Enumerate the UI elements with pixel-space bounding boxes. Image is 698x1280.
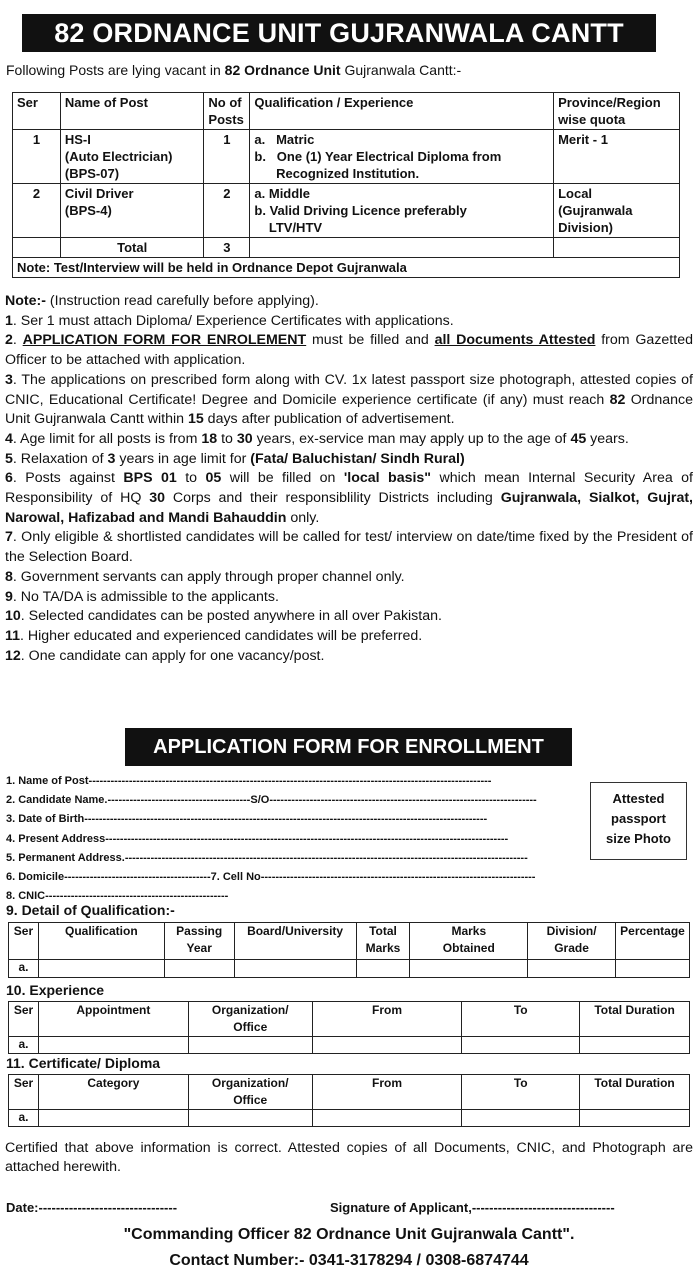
- eh-ser: Ser: [9, 1002, 39, 1037]
- field-date-of-birth[interactable]: 3. Date of Birth--------------------------------------------------------------------------------------------------------------: [6, 813, 488, 826]
- note-row: [13, 258, 680, 278]
- vacancy-header-row: [13, 93, 680, 130]
- ch-ser: Ser: [9, 1075, 39, 1110]
- signature-field[interactable]: Signature of Applicant,---------------------------------: [330, 1200, 615, 1215]
- qh-passing-year: Passing Year: [164, 923, 234, 960]
- ch-category: Category: [38, 1075, 188, 1110]
- qh-division: Division/ Grade: [528, 923, 616, 960]
- instruction-3: 3. The applications on prescribed form along with CV. 1x latest passport size photograph, attested copies of CNIC, Educational Certificate! Degree and Domicile experience certificate (if any) must reach 82 Ordnance Unit Gujranwala Cantt within 15 days after publication of advertisement.: [5, 371, 694, 428]
- total-value: 3: [204, 238, 250, 258]
- header-ser: Ser: [13, 93, 61, 130]
- eh-organization: Organization/ Office: [188, 1002, 312, 1037]
- row-ser: 2: [13, 184, 61, 238]
- date-field[interactable]: Date:--------------------------------: [6, 1200, 178, 1215]
- field-candidate-name[interactable]: 2. Candidate Name.---------------------------------------S/O-------------------------------------------------------------------------: [6, 794, 537, 807]
- qualification-title: 9. Detail of Qualification:-: [6, 902, 175, 918]
- footer-contact: Contact Number:- 0341-3178294 / 0308-6874744: [169, 1252, 529, 1269]
- instruction-2: 2. APPLICATION FORM FOR ENROLEMENT must be filled and all Documents Attested from Gazetted Officer to be attached with application.: [5, 332, 693, 369]
- qualification-table: [8, 922, 690, 978]
- row-qualification: a. Middle b. Valid Driving Licence preferably LTV/HTV: [250, 184, 554, 238]
- total-label: Total: [60, 238, 204, 258]
- qh-qualification: Qualification: [38, 923, 164, 960]
- certificate-title: 11. Certificate/ Diploma: [6, 1055, 161, 1071]
- instruction-9: 9. No TA/DA is admissible to the applicants.: [5, 588, 279, 605]
- instruction-title: Note:- (Instruction read carefully before applying).: [5, 293, 319, 309]
- form-title: APPLICATION FORM FOR ENROLLMENT: [125, 728, 572, 766]
- row-ser: 1: [13, 130, 61, 184]
- ch-to: To: [462, 1075, 580, 1110]
- ch-total-duration: Total Duration: [580, 1075, 690, 1110]
- instruction-12: 12. One candidate can apply for one vacancy/post.: [5, 647, 325, 664]
- table-row[interactable]: [9, 960, 690, 978]
- footer-office: "Commanding Officer 82 Ordnance Unit Gujranwala Cantt".: [123, 1226, 575, 1243]
- qh-total-marks: Total Marks: [356, 923, 410, 960]
- header-quota: Province/Region wise quota: [554, 93, 680, 130]
- instruction-4: 4. Age limit for all posts is from 18 to 30 years, ex-service man may apply up to the age of 45 years.: [5, 430, 629, 447]
- qh-marks-obtained: Marks Obtained: [410, 923, 528, 960]
- field-domicile[interactable]: 6. Domicile----------------------------------------7. Cell No---------------------------------------------------------------------------: [6, 871, 536, 884]
- row-post: HS-I (Auto Electrician) (BPS-07): [60, 130, 204, 184]
- instruction-1: 1. Ser 1 must attach Diploma/ Experience Certificates with applications.: [5, 312, 454, 329]
- certificate-header-row: [9, 1075, 690, 1110]
- field-present-address[interactable]: 4. Present Address--------------------------------------------------------------------------------------------------------------: [6, 832, 509, 845]
- table-row: [13, 130, 680, 184]
- row-qualification: a. Matric b. One (1) Year Electrical Diploma from Recognized Institution.: [250, 130, 554, 184]
- certificate-table: [8, 1074, 690, 1127]
- table-row: [13, 184, 680, 238]
- test-note: Note: Test/Interview will be held in Ordnance Depot Gujranwala: [13, 258, 680, 278]
- vacancy-table: [12, 92, 680, 278]
- qh-percentage: Percentage: [615, 923, 689, 960]
- qualification-header-row: [9, 923, 690, 960]
- intro-text: Following Posts are lying vacant in 82 Ordnance Unit Gujranwala Cantt:-: [6, 62, 462, 78]
- field-permanent-address[interactable]: 5. Permanent Address.--------------------------------------------------------------------------------------------------------------: [6, 851, 528, 864]
- eh-total-duration: Total Duration: [580, 1002, 690, 1037]
- field-cnic[interactable]: 8. CNIC--------------------------------------------------: [6, 890, 229, 903]
- instruction-6: 6. Posts against BPS 01 to 05 will be filled on 'local basis" which mean Internal Security Area of Responsibility of HQ 30 Corps and their responsiblility Districts including Gujranwala, Sialkot, Gujrat, Narowal, Hafizabad and Mandi Bahauddin only.: [5, 470, 694, 526]
- eh-to: To: [462, 1002, 580, 1037]
- eh-from: From: [312, 1002, 462, 1037]
- experience-title: 10. Experience: [6, 982, 105, 998]
- table-row[interactable]: [9, 1037, 690, 1054]
- row-count: 1: [204, 130, 250, 184]
- row-label: a.: [9, 960, 39, 978]
- ch-from: From: [312, 1075, 462, 1110]
- instruction-10: 10. Selected candidates can be posted anywhere in all over Pakistan.: [5, 608, 442, 625]
- row-quota: Local (Gujranwala Division): [554, 184, 680, 238]
- experience-table: [8, 1001, 690, 1054]
- table-row[interactable]: [9, 1110, 690, 1127]
- instructions: [5, 292, 693, 666]
- row-quota: Merit - 1: [554, 130, 680, 184]
- header-post: Name of Post: [60, 93, 204, 130]
- field-name-of-post[interactable]: 1. Name of Post--------------------------------------------------------------------------------------------------------------: [6, 775, 492, 787]
- total-row: [13, 238, 680, 258]
- row-label: a.: [9, 1110, 39, 1127]
- instruction-7: 7. Only eligible & shortlisted candidates will be called for test/ interview on date/time fixed by the President of the Selection Board.: [5, 529, 693, 566]
- row-label: a.: [9, 1037, 39, 1054]
- header-no-of-posts: No of Posts: [204, 93, 250, 130]
- header-qualification: Qualification / Experience: [250, 93, 554, 130]
- instruction-11: 11. Higher educated and experienced candidates will be preferred.: [5, 627, 423, 644]
- form-fields: [6, 772, 576, 906]
- photo-box: Attested passport size Photo: [590, 782, 687, 860]
- qh-ser: Ser: [9, 923, 39, 960]
- page-title: 82 ORDNANCE UNIT GUJRANWALA CANTT: [22, 14, 656, 52]
- row-count: 2: [204, 184, 250, 238]
- ch-organization: Organization/ Office: [188, 1075, 312, 1110]
- row-post: Civil Driver (BPS-4): [60, 184, 204, 238]
- certification-text: Certified that above information is correct. Attested copies of all Documents, CNIC, and Photograph are attached herewith.: [5, 1140, 693, 1175]
- experience-header-row: [9, 1002, 690, 1037]
- qh-board: Board/University: [234, 923, 356, 960]
- eh-appointment: Appointment: [38, 1002, 188, 1037]
- instruction-8: 8. Government servants can apply through proper channel only.: [5, 568, 405, 585]
- instruction-5: 5. Relaxation of 3 years in age limit for (Fata/ Baluchistan/ Sindh Rural): [5, 450, 465, 467]
